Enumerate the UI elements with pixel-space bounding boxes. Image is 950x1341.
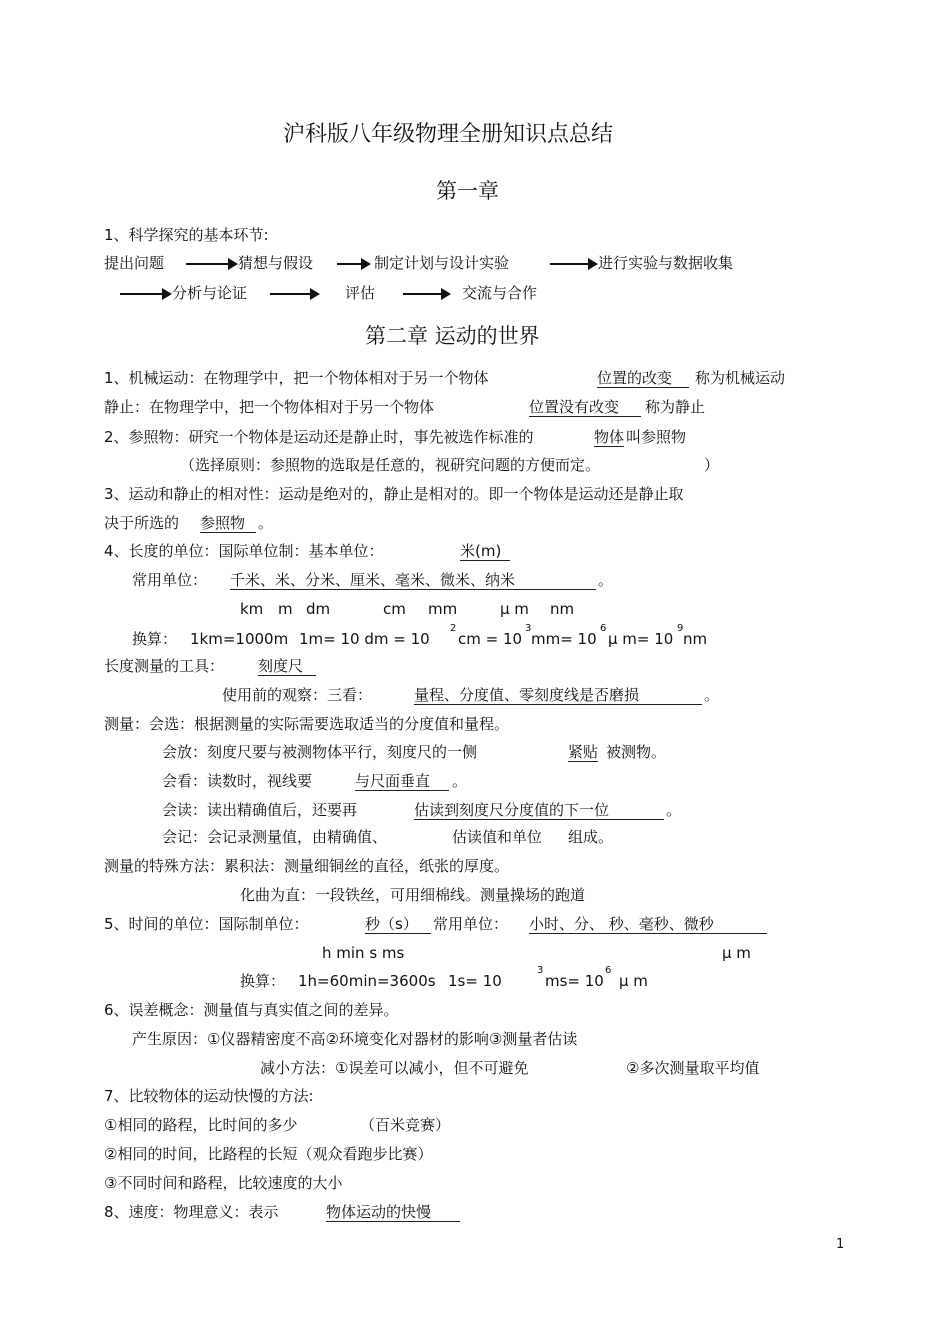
text-line: 会记：会记录测量值，由精确值、 — [162, 828, 388, 846]
answer-text: 小时、分、 秒、毫秒、微秒 — [529, 917, 767, 934]
answer-blank — [326, 1205, 460, 1222]
text-line: 称为静止 — [645, 398, 706, 416]
text-line: ②相同的时间，比路程的长短（观众看跑步比赛） — [104, 1145, 433, 1163]
answer-blank — [258, 659, 316, 676]
answer-text: 估读到刻度尺分度值的下一位 — [414, 803, 664, 820]
step-2: 猜想与假设 — [238, 254, 314, 272]
answer-blank — [594, 430, 624, 447]
arrow-icon — [403, 288, 451, 300]
text-line: 测量的特殊方法：累积法：测量细铜丝的直径，纸张的厚度。 — [104, 857, 510, 875]
unit-label: km — [240, 600, 264, 618]
text-line: 使用前的观察：三看： — [222, 686, 373, 704]
text-line: 估读值和单位 — [452, 828, 543, 846]
superscript: 2 — [450, 623, 457, 634]
step-1: 提出问题 — [104, 254, 165, 272]
answer-text: 秒（s） — [365, 917, 431, 934]
superscript: 6 — [605, 965, 612, 976]
answer-text: 物体运动的快慢 — [326, 1205, 460, 1222]
text-line: 8、速度：物理意义：表示 — [104, 1203, 279, 1221]
text-line: ①相同的路程，比时间的多少 — [104, 1116, 298, 1134]
text-line: ②多次测量取平均值 — [626, 1059, 760, 1077]
text-line: 5、时间的单位：国际制单位： — [104, 915, 309, 933]
step-7: 交流与合作 — [462, 284, 538, 302]
answer-text: 紧贴 — [568, 743, 599, 761]
text-line: 3、运动和静止的相对性：运动是绝对的，静止是相对的。即一个物体是运动还是静止取 — [104, 485, 684, 503]
unit-label: μ m — [722, 944, 751, 962]
arrow-icon — [550, 258, 598, 270]
text-line: 称为机械运动 — [695, 369, 786, 387]
step-4: 进行实验与数据收集 — [598, 254, 734, 272]
text-line: 组成。 — [568, 828, 614, 846]
text-line: 。 — [704, 686, 720, 704]
text-line: 常用单位： — [433, 915, 509, 933]
page-number: 1 — [836, 1237, 845, 1252]
step-5: 分析与论证 — [172, 284, 248, 302]
formula: 1s= 10 — [448, 972, 502, 990]
answer-blank — [529, 400, 641, 417]
answer-blank — [460, 544, 510, 561]
unit-label: mm — [428, 600, 458, 618]
unit-label: h min s ms — [322, 944, 405, 962]
answer-text: 位置的改变 — [597, 371, 689, 388]
superscript: 3 — [525, 623, 532, 634]
text-line: 。 — [452, 772, 468, 790]
answer-blank — [568, 745, 598, 762]
answer-blank — [597, 371, 689, 388]
text-line: 会看：读数时，视线要 — [162, 772, 313, 790]
answer-blank — [200, 516, 256, 533]
answer-blank — [230, 573, 596, 590]
formula: nm — [683, 630, 708, 648]
text-line: 7、比较物体的运动快慢的方法: — [104, 1087, 314, 1105]
formula: cm = 10 — [458, 630, 523, 648]
text-line: （百米竞赛） — [360, 1116, 451, 1134]
text-line: 被测物。 — [606, 743, 667, 761]
answer-blank — [414, 803, 664, 820]
text-line: 换算： — [132, 630, 178, 648]
text-line: 静止：在物理学中，把一个物体相对于另一个物体 — [104, 398, 435, 416]
text-line: 测量：会选：根据测量的实际需要选取适当的分度值和量程。 — [104, 715, 510, 733]
unit-label: dm — [306, 600, 331, 618]
text-line: （选择原则：参照物的选取是任意的，视研究问题的方便而定。 — [180, 456, 601, 474]
inquiry-heading: 1、科学探究的基本环节: — [104, 226, 269, 244]
answer-blank — [529, 917, 767, 934]
arrow-icon — [270, 288, 320, 300]
unit-label: cm — [383, 600, 406, 618]
answer-text: 物体 — [594, 428, 625, 446]
text-line: 常用单位： — [132, 571, 208, 589]
superscript: 3 — [537, 965, 544, 976]
text-line: 。 — [598, 571, 614, 589]
arrow-icon — [186, 258, 238, 270]
unit-label: m — [278, 600, 293, 618]
chapter-2-heading: 第二章 运动的世界 — [365, 324, 540, 348]
formula: 1km=1000m — [190, 630, 289, 648]
arrow-icon — [120, 288, 172, 300]
answer-text: 与尺面垂直 — [355, 774, 449, 791]
step-6: 评估 — [345, 284, 376, 302]
text-line: 叫参照物 — [626, 428, 687, 446]
text-line: 会放：刻度尺要与被测物体平行，刻度尺的一侧 — [162, 743, 478, 761]
text-line: 减小方法：①误差可以减小，但不可避免 — [260, 1059, 529, 1077]
text-line: 。 — [666, 801, 682, 819]
text-line: 决于所选的 — [104, 514, 180, 532]
text-line: 。 — [258, 514, 274, 532]
answer-text: 米(m) — [460, 544, 510, 561]
answer-text: 参照物 — [200, 516, 256, 533]
answer-blank — [355, 774, 449, 791]
text-line: 产生原因：①仪器精密度不高②环境变化对器材的影响③测量者估读 — [132, 1030, 578, 1048]
answer-blank — [365, 917, 431, 934]
formula: 1m= 10 dm = 10 — [299, 630, 430, 648]
chapter-1-heading: 第一章 — [436, 179, 499, 203]
superscript: 9 — [677, 623, 684, 634]
superscript: 6 — [600, 623, 607, 634]
document-title: 沪科版八年级物理全册知识点总结 — [283, 122, 614, 147]
arrow-icon — [337, 258, 371, 270]
text-line: 换算： — [240, 972, 286, 990]
text-line: 化曲为直：一段铁丝，可用细棉线。测量操场的跑道 — [240, 886, 586, 904]
formula: 1h=60min=3600s — [298, 972, 436, 990]
unit-label: μ m — [500, 600, 529, 618]
answer-text: 量程、分度值、零刻度线是否磨损 — [414, 688, 702, 705]
formula: ms= 10 — [545, 972, 604, 990]
text-line: 2、参照物：研究一个物体是运动还是静止时，事先被选作标准的 — [104, 428, 534, 446]
unit-label: nm — [550, 600, 575, 618]
text-line: ） — [704, 456, 720, 474]
text-line: 6、误差概念：测量值与真实值之间的差异。 — [104, 1001, 399, 1019]
text-line: 会读：读出精确值后，还要再 — [162, 801, 358, 819]
answer-text: 千米、米、分米、厘米、毫米、微米、纳米 — [230, 573, 596, 590]
text-line: 4、长度的单位：国际单位制：基本单位： — [104, 542, 384, 560]
text-line: ③不同时间和路程，比较速度的大小 — [104, 1174, 343, 1192]
formula: mm= 10 — [531, 630, 597, 648]
answer-blank — [414, 688, 702, 705]
step-3: 制定计划与设计实验 — [374, 254, 510, 272]
text-line: 长度测量的工具： — [104, 657, 225, 675]
answer-text: 位置没有改变 — [529, 400, 641, 417]
text-line: 1、机械运动：在物理学中，把一个物体相对于另一个物体 — [104, 369, 489, 387]
answer-text: 刻度尺 — [258, 659, 316, 676]
formula: μ m — [619, 972, 648, 990]
formula: μ m= 10 — [608, 630, 674, 648]
